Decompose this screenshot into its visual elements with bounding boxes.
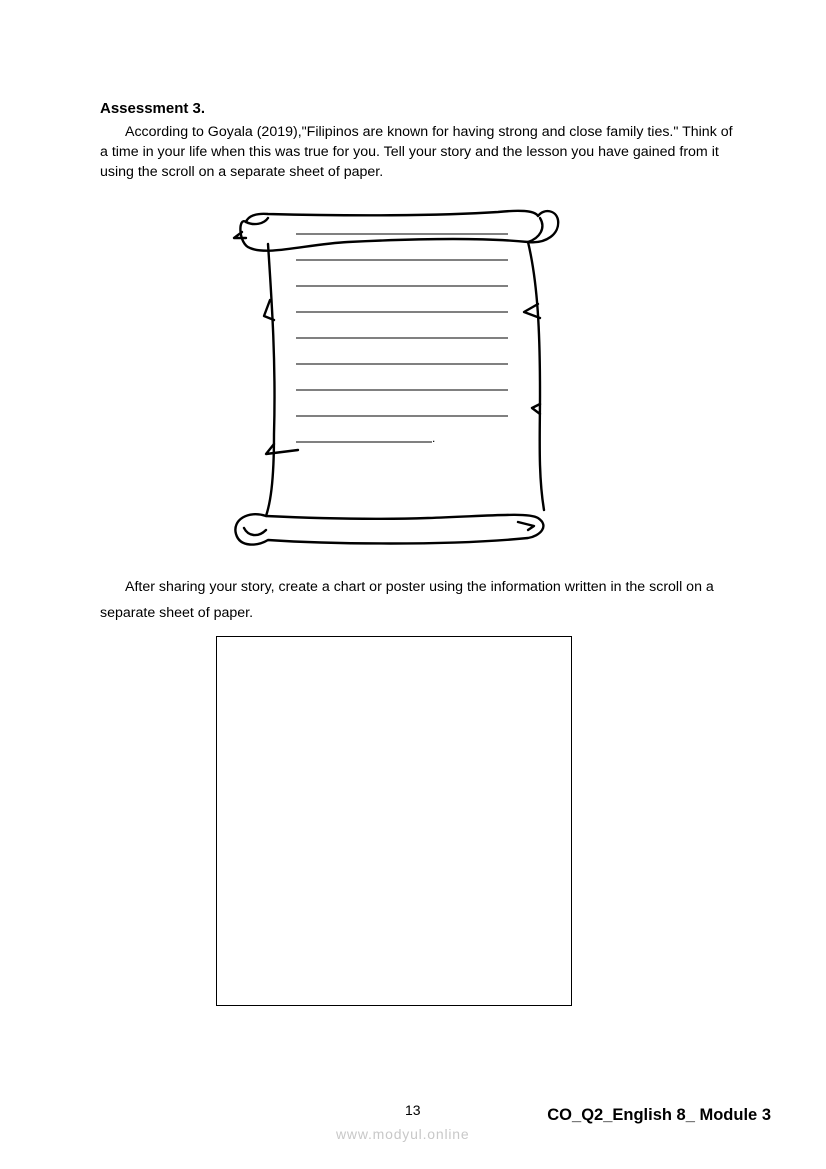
scroll-illustration <box>228 204 568 554</box>
module-code: CO_Q2_English 8_ Module 3 <box>547 1106 771 1124</box>
scroll-last-line-period: . <box>432 431 436 445</box>
page-number: 13 <box>405 1102 421 1118</box>
poster-box <box>216 636 572 1006</box>
instructions-paragraph <box>100 122 740 182</box>
instructions-text: According to Goyala (2019),"Filipinos are known for having strong and close family ties." Think of a time in your life when this was true for you. Tell your story and the lesson you have gained from it using the scroll on a separate sheet of paper. <box>100 124 733 180</box>
poster-instructions-text: After sharing your story, create a chart or poster using the information written in the scroll on a separate sheet of paper. <box>100 579 714 621</box>
poster-instructions-paragraph <box>100 574 740 626</box>
watermark: www.modyul.online <box>336 1126 470 1142</box>
assessment-heading: Assessment 3. <box>100 100 206 117</box>
